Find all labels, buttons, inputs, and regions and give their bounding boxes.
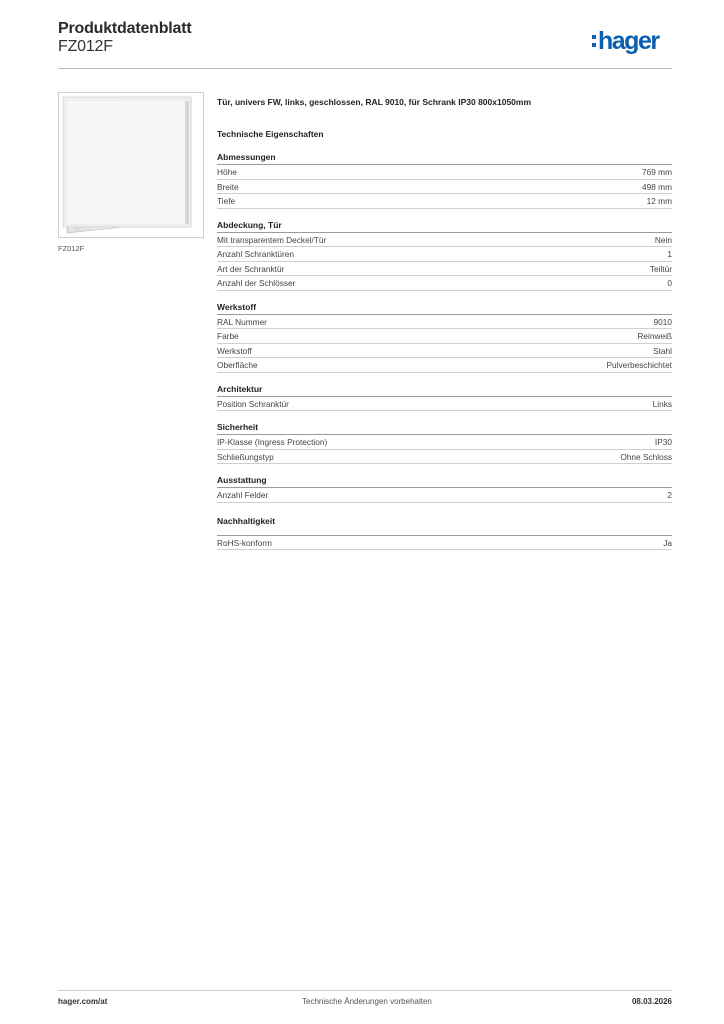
footer-note: Technische Änderungen vorbehalten <box>302 997 432 1006</box>
footer-date: 08.03.2026 <box>631 997 672 1006</box>
property-value: Reinweiß <box>637 331 672 341</box>
property-row <box>217 194 672 209</box>
property-value: Stahl <box>653 345 672 356</box>
property-row <box>217 276 672 291</box>
property-row <box>217 233 672 248</box>
group-title: Ausstattung <box>217 474 672 488</box>
property-row <box>217 435 672 450</box>
property-label: RAL Nummer <box>217 316 267 327</box>
property-value: 9010 <box>653 316 672 327</box>
property-row <box>217 536 672 551</box>
property-label: Farbe <box>217 331 239 341</box>
property-value: 498 mm <box>642 181 672 192</box>
property-group <box>217 301 672 373</box>
property-groups <box>217 151 672 550</box>
property-label: Position Schranktür <box>217 398 289 409</box>
property-row <box>217 450 672 465</box>
header-title: Produktdatenblatt <box>58 20 192 37</box>
property-value: 0 <box>667 278 672 288</box>
property-label: Werkstoff <box>217 345 252 356</box>
footer-divider <box>58 990 672 991</box>
property-row <box>217 488 672 503</box>
property-row <box>217 165 672 180</box>
property-value: Ohne Schloss <box>620 451 672 462</box>
property-group <box>217 474 672 503</box>
footer-website[interactable]: hager.com/at <box>58 997 108 1006</box>
property-value: 12 mm <box>646 196 672 206</box>
property-group <box>217 219 672 291</box>
property-row <box>217 329 672 344</box>
property-value: Links <box>652 398 672 409</box>
property-label: Anzahl Schranktüren <box>217 249 295 259</box>
group-title: Sicherheit <box>217 421 672 435</box>
group-title: Abdeckung, Tür <box>217 219 672 233</box>
property-group <box>217 383 672 412</box>
property-value: Ja <box>663 537 672 548</box>
hager-logo[interactable] <box>592 27 659 55</box>
cabinet-door-icon <box>59 93 203 237</box>
product-image <box>58 92 204 238</box>
property-row <box>217 315 672 330</box>
header-divider <box>58 68 672 69</box>
property-value: IP30 <box>654 437 672 447</box>
property-row <box>217 358 672 373</box>
product-description: Tür, univers FW, links, geschlossen, RAL 9010, für Schrank IP30 800x1050mm <box>217 97 532 107</box>
property-row <box>217 344 672 359</box>
property-value: Teiltür <box>649 263 672 274</box>
product-code: FZ012F <box>58 38 113 55</box>
property-value: Pulverbeschichtet <box>606 360 672 370</box>
group-title: Werkstoff <box>217 301 672 315</box>
logo-wordmark: hager <box>598 27 659 55</box>
property-row <box>217 247 672 262</box>
property-label: Oberfläche <box>217 360 258 370</box>
property-label: Breite <box>217 181 239 192</box>
property-label: Art der Schranktür <box>217 263 285 274</box>
property-row <box>217 262 672 277</box>
group-title: Abmessungen <box>217 151 672 165</box>
image-caption: FZ012F <box>58 244 85 253</box>
property-label: Anzahl Felder <box>217 490 269 500</box>
property-value: Nein <box>654 234 672 245</box>
property-label: Tiefe <box>217 196 236 206</box>
property-row <box>217 180 672 195</box>
property-group <box>217 421 672 464</box>
group-title: Nachhaltigkeit <box>217 515 672 536</box>
property-label: Mit transparentem Deckel/Tür <box>217 234 327 245</box>
technical-heading: Technische Eigenschaften <box>217 129 324 139</box>
property-label: Anzahl der Schlösser <box>217 278 296 288</box>
property-label: Schließungstyp <box>217 451 274 462</box>
product-details <box>217 95 672 550</box>
group-title: Architektur <box>217 383 672 397</box>
property-label: RoHS-konform <box>217 537 272 548</box>
property-value: 1 <box>667 249 672 259</box>
logo-dots-icon <box>592 35 596 47</box>
property-value: 2 <box>667 490 672 500</box>
property-label: Höhe <box>217 167 237 177</box>
property-value: 769 mm <box>642 167 672 177</box>
property-row <box>217 397 672 412</box>
property-group <box>217 515 672 551</box>
property-label: IP-Klasse (Ingress Protection) <box>217 437 328 447</box>
property-group <box>217 151 672 209</box>
